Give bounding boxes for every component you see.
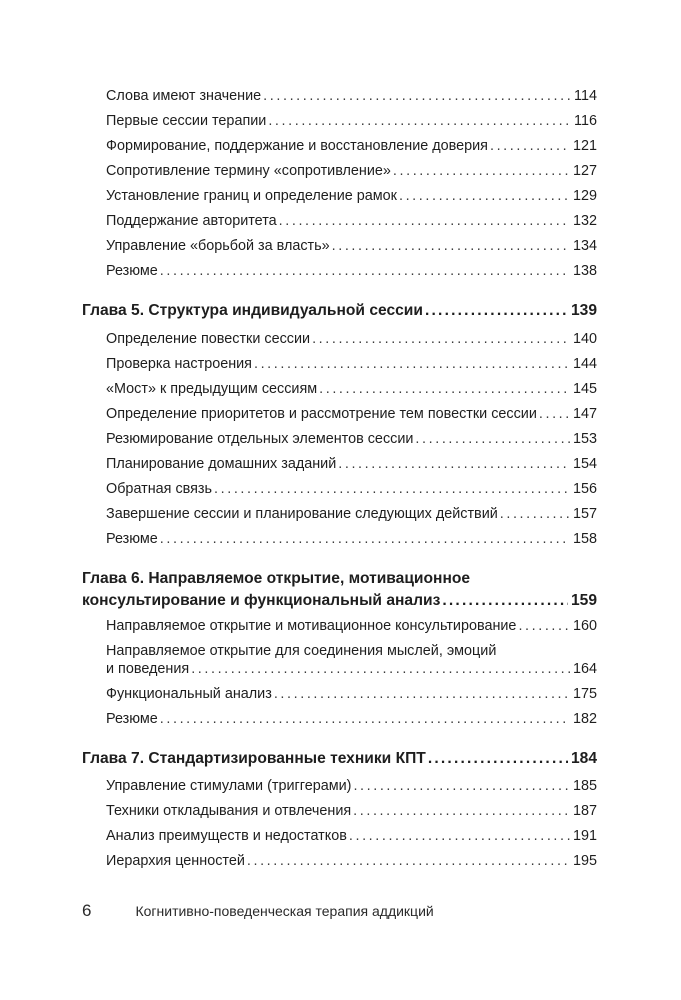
dot-leader xyxy=(330,237,570,255)
toc-entry xyxy=(106,710,597,728)
toc-entry-title: Проверка настроения xyxy=(106,356,252,372)
chapter-page: 139 xyxy=(570,302,597,319)
toc-entry-page: 153 xyxy=(572,431,597,447)
toc-entry xyxy=(106,852,597,870)
toc-chapter-heading xyxy=(82,592,597,610)
dot-leader xyxy=(347,827,570,845)
toc-entry-page: 156 xyxy=(572,481,597,497)
toc-entry-page: 187 xyxy=(572,803,597,819)
toc-entry xyxy=(106,355,597,373)
chapter-title-line1: Глава 6. Направляемое открытие, мотивационное xyxy=(82,570,471,587)
toc-entry xyxy=(106,480,597,498)
dot-leader xyxy=(158,262,570,280)
chapter-page: 184 xyxy=(570,750,597,767)
toc-entry-page: 160 xyxy=(572,618,597,634)
dot-leader xyxy=(266,112,571,130)
toc-entry-title: Определение повестки сессии xyxy=(106,331,311,347)
toc-entry-page: 164 xyxy=(572,661,597,677)
dot-leader xyxy=(351,802,570,820)
toc-entry-page: 144 xyxy=(572,356,597,372)
dot-leader xyxy=(498,505,570,523)
toc-entry-title: Обратная связь xyxy=(106,481,213,497)
toc-entry-page: 138 xyxy=(572,263,597,279)
toc-entry-page: 140 xyxy=(572,331,597,347)
dot-leader xyxy=(158,530,570,548)
toc-entry xyxy=(106,237,597,255)
dot-leader xyxy=(272,685,570,703)
dot-leader xyxy=(537,405,570,423)
toc-entry-title: Поддержание авторитета xyxy=(106,213,277,229)
toc-entry-page: 132 xyxy=(572,213,597,229)
toc-entry-page: 134 xyxy=(572,238,597,254)
toc-entry xyxy=(106,405,597,423)
dot-leader xyxy=(440,592,568,610)
toc-entry-title: Техники откладывания и отвлечения xyxy=(106,803,352,819)
toc-entry-title: Формирование, поддержание и восстановление доверия xyxy=(106,138,488,154)
toc-entry xyxy=(106,112,597,130)
dot-leader xyxy=(317,380,570,398)
toc-entry-page: 129 xyxy=(572,188,597,204)
toc-entry-page: 185 xyxy=(572,778,597,794)
dot-leader xyxy=(261,87,571,105)
chapter-title: Глава 7. Стандартизированные техники КПТ xyxy=(82,750,426,767)
toc-entry xyxy=(106,87,597,105)
toc-entry xyxy=(106,137,597,155)
toc-entry-title: Резюме xyxy=(106,263,158,279)
dot-leader xyxy=(397,187,570,205)
dot-leader xyxy=(391,162,570,180)
dot-leader xyxy=(189,660,570,678)
toc-entry-title: Иерархия ценностей xyxy=(106,853,245,869)
toc-entry xyxy=(106,505,597,523)
dot-leader xyxy=(252,355,570,373)
toc-entry xyxy=(106,187,597,205)
toc-entry xyxy=(106,212,597,230)
toc-entry xyxy=(106,330,597,348)
toc-entry-page: 154 xyxy=(572,456,597,472)
dot-leader xyxy=(488,137,570,155)
dot-leader xyxy=(516,617,570,635)
dot-leader xyxy=(245,852,570,870)
chapter-page: 159 xyxy=(570,592,597,609)
toc-entry-title: Направляемое открытие и мотивационное консультирование xyxy=(106,618,517,634)
dot-leader xyxy=(212,480,570,498)
toc-entry-page: 147 xyxy=(572,406,597,422)
toc-entry xyxy=(106,617,597,635)
toc-entry-title: Слова имеют значение xyxy=(106,88,262,104)
toc-entry xyxy=(106,802,597,820)
toc-entry-page: 145 xyxy=(572,381,597,397)
toc-entry-title: «Мост» к предыдущим сессиям xyxy=(106,381,318,397)
toc-entry xyxy=(106,660,597,678)
toc-entry-page: 195 xyxy=(572,853,597,869)
toc-entry-page: 114 xyxy=(574,88,597,104)
toc-entry xyxy=(106,430,597,448)
toc-entry-line1 xyxy=(106,642,597,660)
toc-entry-title: Планирование домашних заданий xyxy=(106,456,337,472)
dot-leader xyxy=(336,455,570,473)
toc-entry-title: и поведения xyxy=(106,661,190,677)
dot-leader xyxy=(310,330,570,348)
dot-leader xyxy=(426,750,568,768)
toc-chapter-heading-line1 xyxy=(82,570,597,588)
toc-entry-page: 182 xyxy=(572,711,597,727)
toc-entry-page: 116 xyxy=(574,113,597,129)
toc-entry xyxy=(106,455,597,473)
toc-entry-title-line1: Направляемое открытие для соединения мыслей, эмоций xyxy=(106,643,497,659)
chapter-title: Глава 5. Структура индивидуальной сессии xyxy=(82,302,423,319)
toc-entry-page: 175 xyxy=(572,686,597,702)
toc-entry-title: Управление «борьбой за власть» xyxy=(106,238,330,254)
toc-entry-page: 158 xyxy=(572,531,597,547)
toc-chapter-heading xyxy=(82,302,597,320)
toc-entry xyxy=(106,530,597,548)
toc-entry-page: 121 xyxy=(572,138,597,154)
toc-chapter-heading xyxy=(82,750,597,768)
toc-entry-title: Функциональный анализ xyxy=(106,686,272,702)
toc-entry xyxy=(106,685,597,703)
toc-entry-title: Первые сессии терапии xyxy=(106,113,267,129)
dot-leader xyxy=(351,777,570,795)
toc-entry-title: Резюме xyxy=(106,711,158,727)
toc-entry-title: Резюмирование отдельных элементов сессии xyxy=(106,431,414,447)
page-footer xyxy=(82,901,434,921)
toc-entry xyxy=(106,380,597,398)
toc-entry-title: Завершение сессии и планирование следующих действий xyxy=(106,506,498,522)
toc-entry-title: Резюме xyxy=(106,531,158,547)
toc-entry xyxy=(106,827,597,845)
toc-entry-title: Управление стимулами (триггерами) xyxy=(106,778,352,794)
toc-entry-title: Сопротивление термину «сопротивление» xyxy=(106,163,391,179)
dot-leader xyxy=(413,430,570,448)
toc-entry-title: Установление границ и определение рамок xyxy=(106,188,397,204)
toc-entry xyxy=(106,262,597,280)
dot-leader xyxy=(277,212,570,230)
dot-leader xyxy=(423,302,568,320)
toc-entry xyxy=(106,162,597,180)
chapter-title: консультирование и функциональный анализ xyxy=(82,592,441,609)
toc-entry-page: 157 xyxy=(572,506,597,522)
toc-entry-title: Анализ преимуществ и недостатков xyxy=(106,828,347,844)
dot-leader xyxy=(158,710,570,728)
toc-entry xyxy=(106,777,597,795)
toc-entry-page: 127 xyxy=(572,163,597,179)
page-number: 6 xyxy=(82,901,92,920)
toc-entry-page: 191 xyxy=(572,828,597,844)
running-title: Когнитивно-поведенческая терапия аддикций xyxy=(135,903,434,919)
toc-entry-title: Определение приоритетов и рассмотрение тем повестки сессии xyxy=(106,406,537,422)
